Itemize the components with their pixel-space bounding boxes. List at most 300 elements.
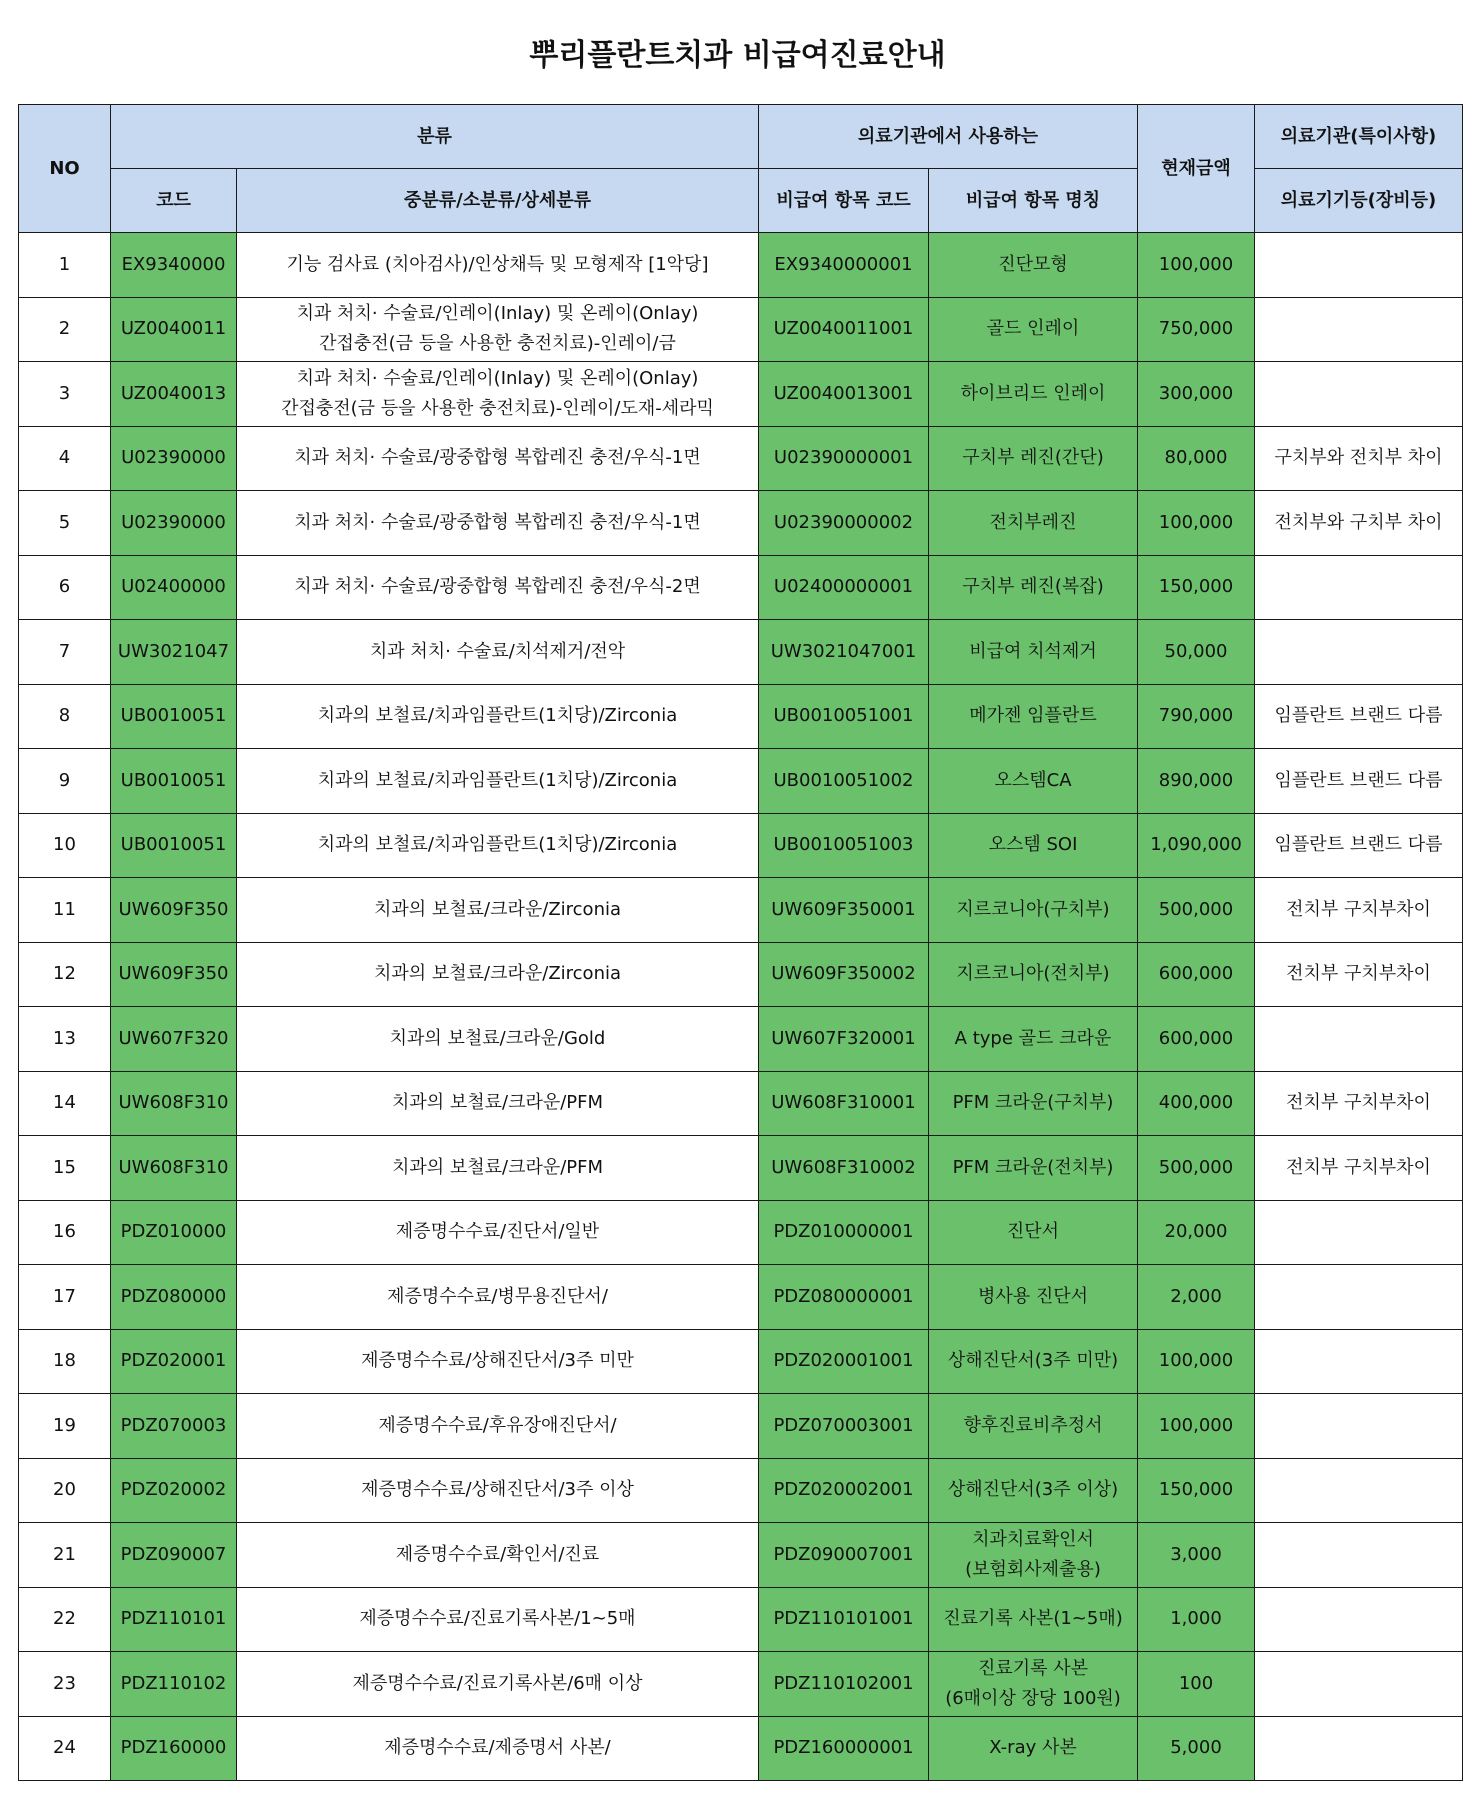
category-code [111,426,237,491]
special-note [1255,620,1463,685]
row-number [19,1329,111,1394]
item-code [759,1587,929,1652]
category-detail-text: 제증명수수료/상해진단서/3주 이상 [361,1479,634,1501]
item-code-text: U02390000001 [773,447,914,469]
category-detail [237,555,759,620]
special-note [1255,1200,1463,1265]
price [1138,362,1255,427]
item-name [929,491,1138,556]
category-code [111,1265,237,1330]
row-number-text: 4 [58,447,71,469]
row-number-text: 3 [58,382,71,404]
page-title: 뿌리플란트치과 비급여진료안내 [529,38,946,73]
non-covered-fee-table [18,104,1463,1781]
table-row [19,1136,1463,1201]
price [1138,620,1255,685]
special-note [1255,749,1463,814]
category-detail-text: 치과의 보철료/크라운/PFM [391,1156,604,1178]
item-code-text: PDZ080000001 [773,1285,914,1307]
special-note-text: 전치부와 구치부 차이 [1274,511,1443,533]
item-code-text: PDZ020001001 [773,1350,914,1372]
header-item-name: 비급여 항목 명칭 [929,169,1138,233]
category-detail-text: 치과의 보철료/치과임플란트(1치당)/Zirconia [317,834,678,856]
category-detail-text: 제증명수수료/확인서/진료 [395,1543,600,1565]
item-name-text: 병사용 진단서 [977,1285,1089,1307]
category-detail [237,942,759,1007]
item-name [929,1200,1138,1265]
item-code [759,749,929,814]
special-note-text: 전치부 구치부차이 [1286,898,1431,920]
category-detail-text: 제증명수수료/병무용진단서/ [387,1285,608,1307]
category-detail-text: 기능 검사료 (치아검사)/인상채득 및 모형제작 [1악당] [286,253,709,275]
price [1138,684,1255,749]
row-number-text: 11 [53,898,76,920]
category-code-text: UW607F320 [118,1027,229,1049]
category-code [111,620,237,685]
item-name-text: 구치부 레진(복잡) [962,576,1104,598]
category-detail-text: 제증명수수료/제증명서 사본/ [384,1737,611,1759]
header-code: 코드 [111,169,237,233]
category-detail-text: 치과 처치· 수술료/광중합형 복합레진 충전/우식-1면 [294,447,701,469]
item-name [929,1265,1138,1330]
category-detail [237,684,759,749]
table-row [19,1652,1463,1717]
price [1138,1007,1255,1072]
price [1138,1136,1255,1201]
item-code [759,1007,929,1072]
special-note [1255,1523,1463,1588]
row-number-text: 7 [58,640,71,662]
item-code-text: UW3021047001 [770,640,917,662]
special-note [1255,1652,1463,1717]
item-name [929,555,1138,620]
category-code [111,491,237,556]
item-code-text: U02400000001 [773,576,914,598]
item-name-text: 지르코니아(구치부) [956,898,1110,920]
category-detail [237,362,759,427]
category-detail-text: 치과의 보철료/크라운/PFM [391,1092,604,1114]
category-code-text: PDZ110102 [120,1672,227,1694]
item-name-text: 메가젠 임플란트 [969,705,1097,727]
row-number-text: 6 [58,576,71,598]
row-number-text: 18 [53,1350,76,1372]
category-detail [237,1007,759,1072]
row-number-text: 20 [53,1479,76,1501]
price [1138,1458,1255,1523]
category-detail-text: 간접충전(금 등을 사용한 충전치료)-인레이/도재-세라믹 [281,397,714,419]
category-detail-text: 치과 처치· 수술료/광중합형 복합레진 충전/우식-1면 [294,511,701,533]
special-note [1255,813,1463,878]
item-name-text: PFM 크라운(구치부) [952,1092,1114,1114]
price [1138,233,1255,298]
price-text: 100 [1178,1672,1214,1694]
price [1138,491,1255,556]
item-code [759,1652,929,1717]
item-code-text: UW609F350002 [771,963,916,985]
price-text: 2,000 [1170,1285,1222,1307]
special-note [1255,1394,1463,1459]
price-text: 150,000 [1158,576,1234,598]
special-note [1255,1265,1463,1330]
item-name [929,426,1138,491]
price-text: 100,000 [1158,253,1234,275]
category-code-text: UZ0040013 [120,382,227,404]
special-note [1255,297,1463,362]
item-name-text: 진료기록 사본 [977,1657,1089,1679]
item-name [929,684,1138,749]
price-text: 500,000 [1158,1156,1234,1178]
price [1138,1587,1255,1652]
category-detail [237,1136,759,1201]
category-detail-text: 치과의 보철료/크라운/Zirconia [373,898,622,920]
category-code [111,878,237,943]
category-detail [237,1071,759,1136]
row-number [19,1394,111,1459]
item-code [759,1265,929,1330]
header-no: NO [19,105,111,233]
price [1138,1071,1255,1136]
price-text: 500,000 [1158,898,1234,920]
row-number-text: 16 [53,1221,76,1243]
item-code [759,684,929,749]
category-code [111,233,237,298]
item-code-text: U02390000002 [773,511,914,533]
category-detail [237,1265,759,1330]
special-note [1255,362,1463,427]
row-number [19,233,111,298]
category-code [111,1007,237,1072]
price-text: 100,000 [1158,1350,1234,1372]
category-code [111,1329,237,1394]
row-number [19,1587,111,1652]
price-text: 790,000 [1158,705,1234,727]
category-detail [237,426,759,491]
special-note [1255,1136,1463,1201]
item-code-text: UZ0040013001 [773,382,914,404]
item-code-text: UB0010051001 [773,705,914,727]
table-row [19,491,1463,556]
item-name-text: (6매이상 장당 100원) [945,1687,1121,1709]
item-code-text: UB0010051002 [773,769,914,791]
item-name [929,878,1138,943]
special-note [1255,1329,1463,1394]
price-text: 100,000 [1158,511,1234,533]
special-note [1255,1007,1463,1072]
special-note-text: 임플란트 브랜드 다름 [1274,769,1443,791]
item-code-text: UW607F320001 [771,1027,916,1049]
category-detail-text: 제증명수수료/후유장애진단서/ [378,1414,617,1436]
item-name-text: 구치부 레진(간단) [962,447,1104,469]
item-name [929,1523,1138,1588]
row-number [19,1458,111,1523]
special-note [1255,1071,1463,1136]
row-number-text: 23 [53,1672,76,1694]
item-code [759,362,929,427]
item-name [929,233,1138,298]
special-note [1255,426,1463,491]
price [1138,878,1255,943]
category-detail-text: 치과 처치· 수술료/광중합형 복합레진 충전/우식-2면 [294,576,701,598]
special-note [1255,555,1463,620]
row-number [19,684,111,749]
category-detail-text: 제증명수수료/상해진단서/3주 미만 [361,1350,634,1372]
category-detail-text: 제증명수수료/진료기록사본/1~5매 [359,1608,636,1630]
item-name [929,1587,1138,1652]
category-code [111,749,237,814]
header-item-code: 비급여 항목 코드 [759,169,929,233]
row-number [19,749,111,814]
category-detail [237,813,759,878]
item-name-text: 골드 인레이 [986,318,1080,340]
row-number-text: 19 [53,1414,76,1436]
row-number [19,1716,111,1781]
category-detail-text: 치과 처치· 수술료/치석제거/전악 [369,640,626,662]
category-code-text: UW609F350 [118,898,229,920]
item-name-text: 진단서 [1006,1221,1060,1243]
category-code [111,1200,237,1265]
category-detail-text: 간접충전(금 등을 사용한 충전치료)-인레이/금 [319,333,676,355]
price [1138,1265,1255,1330]
item-code [759,426,929,491]
table-row [19,1394,1463,1459]
category-detail [237,878,759,943]
row-number [19,1652,111,1717]
item-name-text: 치과치료확인서 [972,1528,1094,1550]
table-row [19,1523,1463,1588]
item-code [759,942,929,1007]
item-code-text: UB0010051003 [773,834,914,856]
row-number-text: 8 [58,705,71,727]
row-number [19,1265,111,1330]
row-number-text: 21 [53,1543,76,1565]
item-name-text: PFM 크라운(전치부) [952,1156,1114,1178]
item-name-text: 상해진단서(3주 미만) [947,1350,1119,1372]
row-number [19,813,111,878]
price [1138,297,1255,362]
item-name-text: 진단모형 [998,253,1068,275]
table-row [19,813,1463,878]
price [1138,1523,1255,1588]
category-detail-text: 제증명수수료/진료기록사본/6매 이상 [352,1672,643,1694]
item-code [759,1136,929,1201]
special-note [1255,491,1463,556]
item-code [759,1071,929,1136]
category-detail-text: 치과의 보철료/크라운/Zirconia [373,963,622,985]
category-code-text: UB0010051 [120,769,227,791]
category-detail [237,1587,759,1652]
category-code-text: PDZ110101 [120,1608,227,1630]
item-name [929,297,1138,362]
special-note [1255,233,1463,298]
row-number-text: 2 [58,318,71,340]
price-text: 300,000 [1158,382,1234,404]
item-code [759,1329,929,1394]
category-detail-text: 치과 처치· 수술료/인레이(Inlay) 및 온레이(Onlay) [296,303,699,325]
price [1138,1200,1255,1265]
item-code-text: PDZ110101001 [773,1608,914,1630]
category-detail [237,1329,759,1394]
category-detail [237,233,759,298]
item-code [759,620,929,685]
special-note-text: 전치부 구치부차이 [1286,1156,1431,1178]
row-number [19,362,111,427]
table-row [19,749,1463,814]
price [1138,749,1255,814]
item-code [759,1716,929,1781]
item-name [929,1652,1138,1717]
category-detail-text: 치과의 보철료/치과임플란트(1치당)/Zirconia [317,769,678,791]
table-row [19,1587,1463,1652]
table-row [19,1200,1463,1265]
table-body [19,233,1463,1781]
item-code-text: UW608F310001 [771,1092,916,1114]
item-name [929,1071,1138,1136]
category-code [111,297,237,362]
item-name-text: 지르코니아(전치부) [956,963,1110,985]
category-code-text: U02390000 [121,447,226,469]
category-code-text: EX9340000 [121,253,226,275]
price-text: 400,000 [1158,1092,1234,1114]
category-code-text: UW3021047 [117,640,230,662]
row-number-text: 24 [53,1737,76,1759]
table-row [19,555,1463,620]
row-number-text: 10 [53,834,76,856]
row-number-text: 13 [53,1027,76,1049]
price-text: 890,000 [1158,769,1234,791]
price [1138,1652,1255,1717]
table-row [19,1329,1463,1394]
item-code-text: PDZ070003001 [773,1414,914,1436]
row-number [19,297,111,362]
price-text: 50,000 [1164,640,1228,662]
table-row [19,1071,1463,1136]
price-text: 3,000 [1170,1543,1222,1565]
price-text: 1,000 [1170,1608,1222,1630]
header-institution-used: 의료기관에서 사용하는 [759,105,1138,169]
item-code [759,813,929,878]
item-code-text: PDZ160000001 [773,1737,914,1759]
item-name-text: 비급여 치석제거 [969,640,1097,662]
price-text: 20,000 [1164,1221,1228,1243]
header-price: 현재금액 [1138,105,1255,233]
category-code-text: PDZ010000 [120,1221,227,1243]
item-code-text: EX9340000001 [774,253,913,275]
category-detail [237,297,759,362]
special-note-text: 구치부와 전치부 차이 [1274,447,1443,469]
item-code-text: UZ0040011001 [773,318,914,340]
category-code [111,684,237,749]
header-equipment: 의료기기등(장비등) [1255,169,1463,233]
special-note [1255,878,1463,943]
price-text: 100,000 [1158,1414,1234,1436]
row-number [19,491,111,556]
category-detail-text: 치과 처치· 수술료/인레이(Inlay) 및 온레이(Onlay) [296,367,699,389]
category-code-text: UW609F350 [118,963,229,985]
row-number [19,426,111,491]
item-code-text: PDZ010000001 [773,1221,914,1243]
price [1138,426,1255,491]
row-number [19,1007,111,1072]
category-detail-text: 치과의 보철료/치과임플란트(1치당)/Zirconia [317,705,678,727]
item-name [929,942,1138,1007]
category-detail [237,1652,759,1717]
item-name-text: 진료기록 사본(1~5매) [943,1608,1123,1630]
category-code-text: PDZ160000 [120,1737,227,1759]
item-name-text: X-ray 사본 [989,1737,1077,1759]
special-note-text: 임플란트 브랜드 다름 [1274,834,1443,856]
header-subcategory: 중분류/소분류/상세분류 [237,169,759,233]
table-row [19,620,1463,685]
special-note-text: 임플란트 브랜드 다름 [1274,705,1443,727]
category-detail-text: 제증명수수료/진단서/일반 [395,1221,600,1243]
header-row-1 [19,105,1463,169]
row-number [19,1136,111,1201]
item-code-text: UW609F350001 [771,898,916,920]
category-code-text: U02390000 [121,511,226,533]
row-number-text: 1 [58,253,71,275]
category-detail [237,620,759,685]
item-code-text: UW608F310002 [771,1156,916,1178]
item-name-text: 향후진료비추정서 [963,1414,1103,1436]
price-text: 1,090,000 [1150,834,1242,856]
price [1138,555,1255,620]
row-number-text: 5 [58,511,71,533]
item-name-text: 하이브리드 인레이 [960,382,1106,404]
special-note-text: 전치부 구치부차이 [1286,1092,1431,1114]
category-code [111,1587,237,1652]
item-name [929,1329,1138,1394]
price-text: 750,000 [1158,318,1234,340]
category-detail [237,1716,759,1781]
item-name-text: (보험회사제출용) [965,1558,1101,1580]
special-note [1255,1458,1463,1523]
item-name [929,1458,1138,1523]
item-name [929,749,1138,814]
item-name-text: 오스템 SOI [988,834,1078,856]
category-code-text: UW608F310 [118,1092,229,1114]
price [1138,1394,1255,1459]
category-code [111,1652,237,1717]
price [1138,1716,1255,1781]
item-code [759,1458,929,1523]
item-code [759,555,929,620]
row-number-text: 17 [53,1285,76,1307]
category-code [111,813,237,878]
category-code [111,1136,237,1201]
category-detail [237,1394,759,1459]
table-row [19,942,1463,1007]
category-code-text: UB0010051 [120,834,227,856]
item-code [759,1200,929,1265]
category-code [111,362,237,427]
item-name [929,362,1138,427]
item-code [759,233,929,298]
item-code [759,1394,929,1459]
category-detail [237,1200,759,1265]
item-code-text: PDZ020002001 [773,1479,914,1501]
item-code-text: PDZ090007001 [773,1543,914,1565]
category-detail [237,491,759,556]
item-code [759,491,929,556]
row-number [19,942,111,1007]
category-code-text: UW608F310 [118,1156,229,1178]
category-code [111,1523,237,1588]
category-detail-text: 치과의 보철료/크라운/Gold [389,1027,606,1049]
category-code-text: PDZ020002 [120,1479,227,1501]
item-name [929,1394,1138,1459]
table-row [19,426,1463,491]
special-note [1255,684,1463,749]
